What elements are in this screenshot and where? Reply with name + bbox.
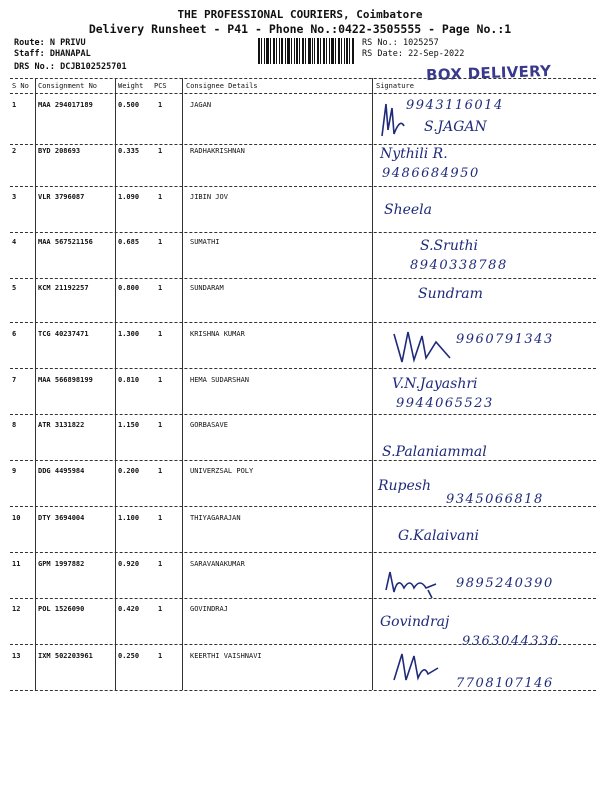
row-weight: 0.685 [118,238,140,246]
row-pcs: 1 [158,652,163,660]
row-consignment-no: IXM 502203961 [38,652,93,660]
row-weight: 1.090 [118,193,140,201]
row-separator [10,598,596,599]
row-consignee: RADHAKRISHNAN [190,147,245,155]
signature-phone: 7708107146 [456,676,554,691]
row-separator [10,322,596,323]
signature-scribble [392,650,442,684]
row-weight: 0.200 [118,467,140,475]
signature-scribble [378,100,408,140]
row-consignment-no: TCG 40237471 [38,330,89,338]
row-pcs: 1 [158,560,163,568]
row-separator [10,414,596,415]
signature-phone: 9363044336 [462,634,560,649]
signature-phone: 9943116014 [406,98,504,113]
route-value: N PRIVU [49,38,86,48]
row-sno: 4 [12,238,17,246]
rs-no-value: 1025257 [402,38,439,48]
row-sno: 7 [12,376,17,384]
staff-info [14,49,91,59]
row-consignee: GOVINDRAJ [190,605,228,613]
signature-name: S.Palaniammal [382,444,487,460]
row-separator [10,460,596,461]
row-pcs: 1 [158,330,163,338]
col-header-sno: S No [12,82,29,90]
row-consignment-no: KCM 21192257 [38,284,89,292]
signature-name: Rupesh [378,478,432,494]
row-weight: 1.300 [118,330,140,338]
row-weight: 1.150 [118,421,140,429]
table-top-rule [10,78,596,79]
row-sno: 9 [12,467,17,475]
rs-date-label: RS Date: [362,49,403,59]
row-separator [10,278,596,279]
col-header-weight: Weight [118,82,144,90]
row-weight: 0.335 [118,147,140,155]
row-consignment-no: VLR 3796087 [38,193,85,201]
row-consignment-no: POL 1526090 [38,605,85,613]
signature-name: G.Kalaivani [398,528,479,544]
row-separator [10,552,596,553]
row-pcs: 1 [158,147,163,155]
row-pcs: 1 [158,238,163,246]
signature-name: Sheela [384,202,433,218]
row-consignment-no: GPM 1997882 [38,560,85,568]
row-separator [10,144,596,145]
row-weight: 0.250 [118,652,140,660]
row-consignee: KEERTHI VAISHNAVI [190,652,262,660]
row-consignee: SARAVANAKUMAR [190,560,245,568]
signature-phone: 8940338788 [410,258,508,273]
row-sno: 1 [12,101,17,109]
col-header-consignment: Consignment No [38,82,98,90]
drs-info [14,62,127,72]
row-sno: 5 [12,284,17,292]
col-header-signature: Signature [376,82,414,90]
row-pcs: 1 [158,467,163,475]
row-sno: 11 [12,560,21,568]
row-consignment-no: DDG 4495984 [38,467,85,475]
signature-name: S.Sruthi [420,238,478,254]
row-consignment-no: MAA 566898199 [38,376,93,384]
row-consignee: GORBASAVE [190,421,228,429]
row-sno: 12 [12,605,21,613]
row-sno: 3 [12,193,17,201]
row-pcs: 1 [158,284,163,292]
row-weight: 1.100 [118,514,140,522]
row-consignee: UNIVERZSAL POLY [190,467,254,475]
row-consignee: SUNDARAM [190,284,224,292]
row-consignment-no: MAA 294017189 [38,101,93,109]
row-sno: 13 [12,652,21,660]
rs-date-value: 22-Sep-2022 [408,49,465,59]
row-pcs: 1 [158,421,163,429]
signature-name: V.N.Jayashri [392,376,478,392]
row-pcs: 1 [158,514,163,522]
signature-phone: 9345066818 [446,492,544,507]
staff-label: Staff: [14,49,45,59]
row-consignee: JAGAN [190,101,212,109]
signature-scribble [384,566,442,600]
row-separator [10,368,596,369]
row-weight: 0.420 [118,605,140,613]
signature-scribble [392,328,454,364]
signature-name: Sundram [418,286,483,302]
rs-no-label: RS No.: [362,38,398,48]
row-pcs: 1 [158,193,163,201]
rs-no-info [362,38,439,48]
drs-label: DRS No.: [14,62,55,72]
col-header-consignee: Consignee Details [186,82,258,90]
rs-date-info [362,49,464,59]
signature-phone: 9944065523 [396,396,494,411]
row-consignment-no: ATR 3131822 [38,421,85,429]
row-consignment-no: BYD 208693 [38,147,81,155]
row-consignment-no: MAA 567521156 [38,238,93,246]
row-consignee: JIBIN JOV [190,193,228,201]
row-consignee: HEMA SUDARSHAN [190,376,250,384]
row-separator [10,232,596,233]
row-sno: 8 [12,421,17,429]
runsheet-title: Delivery Runsheet - P41 - Phone No.:0422-3505555 - Page No.:1 [88,22,512,36]
row-weight: 0.500 [118,101,140,109]
row-weight: 0.810 [118,376,140,384]
row-consignment-no: DTY 3694004 [38,514,85,522]
row-pcs: 1 [158,376,163,384]
row-consignee: KRISHNA KUMAR [190,330,245,338]
signature-name: Govindraj [380,614,450,630]
route-label: Route: [14,38,45,48]
row-pcs: 1 [158,101,163,109]
header-bottom-rule [10,93,596,94]
signature-name: S.JAGAN [424,119,487,135]
row-separator [10,186,596,187]
col-header-pcs: PCS [154,82,167,90]
row-pcs: 1 [158,605,163,613]
row-sno: 6 [12,330,17,338]
row-consignee: THIYAGARAJAN [190,514,241,522]
company-title: THE PROFESSIONAL COURIERS, Coimbatore [177,8,423,21]
signature-name: Nythili R. [380,146,448,162]
signature-phone: 9895240390 [456,576,554,591]
box-delivery-stamp: BOX DELIVERY [425,61,552,85]
row-sno: 10 [12,514,21,522]
route-info [14,38,86,48]
staff-value: DHANAPAL [49,49,91,59]
barcode-image [258,38,354,64]
row-sno: 2 [12,147,17,155]
signature-phone: 9486684950 [382,166,480,181]
row-consignee: SUMATHI [190,238,220,246]
signature-phone: 9960791343 [456,332,554,347]
row-weight: 0.800 [118,284,140,292]
drs-value: DCJB102525701 [60,62,127,72]
row-weight: 0.920 [118,560,140,568]
